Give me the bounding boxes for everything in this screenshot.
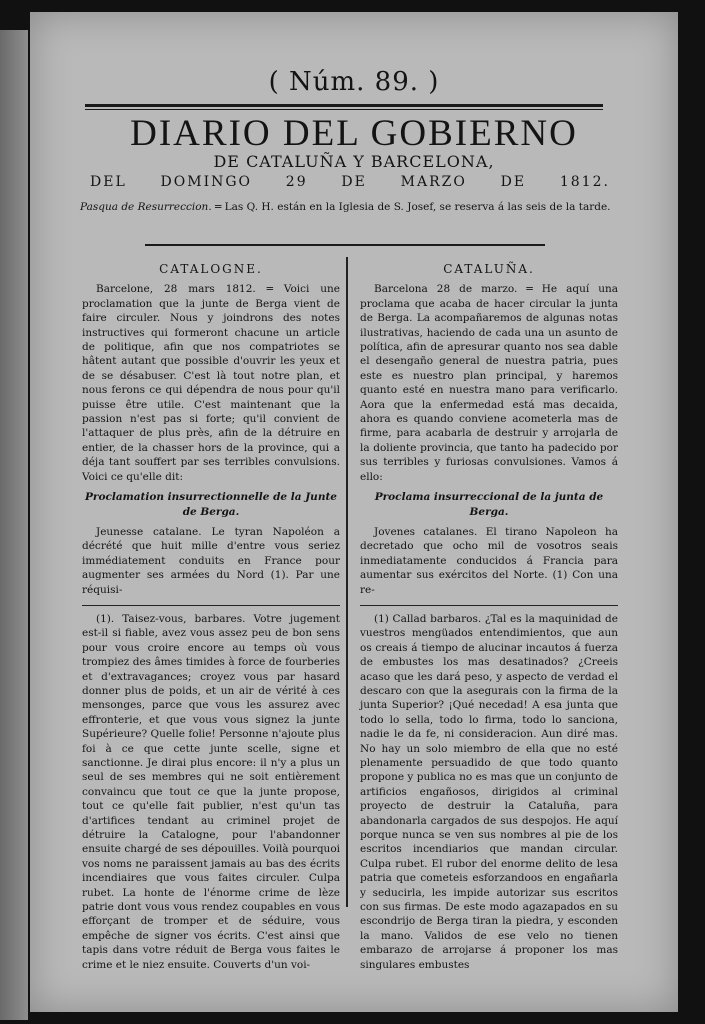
- newspaper-subtitle: DE CATALUÑA Y BARCELONA,: [213, 152, 495, 171]
- date-year: 1812.: [559, 174, 610, 190]
- notice-lead: Pasqua de Resurreccion.: [80, 201, 212, 213]
- spanish-intro-paragraph: Barcelona 28 de marzo. ═ He aquí una proclama que acaba de hacer circular la junta de Berga. La acompañaremos de algunas notas ilustrativas, haciendo de cada una un asunto de política, afin de apresurar quanto nos sea dable el desengaño general de nuestra patria, pues este es nuestro plan principal, y haremos quanto esté en nuestra mano para verificarlo. Aora que la enfermedad está mas decaida, ahora es quando conviene acometerla mas de firme, para acabarla de destruir y arrojarla de la doliente provincia, que tanto ha padecido por sus terribles y furiosas convulsiones. Vamos á ello:: [360, 283, 618, 483]
- issue-number: ( Núm. 89. ): [268, 67, 440, 97]
- spanish-column: [360, 262, 618, 972]
- french-column: [82, 262, 340, 972]
- newspaper-title: DIARIO DEL GOBIERNO: [130, 113, 578, 154]
- spanish-proclamation-title: Proclama insurreccional de la junta de Berga.: [374, 491, 604, 518]
- date-day: 29: [285, 174, 308, 190]
- section-separator: [145, 244, 545, 246]
- dateline: [90, 174, 610, 190]
- french-intro-paragraph: Barcelone, 28 mars 1812. ═ Voici une proclamation que la junte de Berga vient de faire circuler. Nous y joindrons des notes instructives qui formeront chacune un article de politique, afin que nos compatriotes se hâtent autant que possible d'ouvrir les yeux et de se désabuser. C'est là tout notre plan, et nous ferons ce qui dépendra de nous pour qu'il puisse être utile. C'est maintenant que la passion n'est pas si forte; qu'il convient de l'attaquer de plus près, afin de la détruire en entier, de la chasser hors de la province, qui a déja tant souffert par ses terribles convulsions. Voici ce qu'elle dit:: [82, 283, 340, 483]
- spanish-proclamation-paragraph: Jovenes catalanes. El tirano Napoleon ha decretado que ocho mil de vosotros seais inmediatamente conducidos á Francia para aumentar sus exércitos del Norte. (1) Con una re-: [360, 525, 618, 596]
- masthead-rule-top: [85, 104, 603, 107]
- date-weekday: DOMINGO: [160, 174, 253, 190]
- french-proclamation-title: Proclamation insurrectionnelle de la Junte de Berga.: [85, 491, 337, 518]
- footnote-rule: [360, 605, 618, 606]
- left-page-edge: [0, 30, 28, 1020]
- newspaper-page: [30, 12, 678, 1012]
- column-heading-spanish: CATALUÑA.: [443, 262, 535, 276]
- date-word: DE: [341, 174, 367, 190]
- column-heading-french: CATALOGNE.: [159, 262, 263, 276]
- spanish-footnote: (1) Callad barbaros. ¿Tal es la maquinidad de vuestros mengüados entendimientos, que aun os creais á tiempo de alucinar incautos á fuerza de embustes los mas desatinados? ¿Creeis acaso que les dará peso, y aspecto de verdad el descaro con que la asegurais con la firma de la junta Superior? ¡Qué necedad! A esa junta que todo lo sella, todo lo firma, todo lo sanciona, nadie le da fe, ni consideracion. Aun diré mas. No hay un solo miembro de ella que no esté plenamente persuadido de que todo quanto propone y publica no es mas que un conjunto de artificios engañosos, dirigidos al criminal proyecto de destruir la Cataluña, para abandonarla cargados de sus despojos. He aquí porque nunca se ven sus nombres al pie de los escritos incendiarios que mandan circular. Culpa rubet. El rubor del enorme delito de lesa patria que cometeis esforzandoos en engañarla y seducirla, les impide autorizar sus escritos con sus firmas. De este modo agazapados en su escondrijo de Berga tiran la piedra, y esconden la mano. Validos de ese velo no tienen embarazo de arrojarse á proponer los mas singulares embustes: [360, 612, 618, 971]
- french-proclamation-paragraph: Jeunesse catalane. Le tyran Napoléon a décrété que huit mille d'entre vous seriez immédiatement conduits en France pour augmenter ses armées du Nord (1). Par une réquisi-: [82, 525, 340, 596]
- column-divider: [346, 257, 348, 907]
- religious-notice: [80, 200, 635, 214]
- date-month: MARZO: [400, 174, 467, 190]
- french-footnote: (1). Taisez-vous, barbares. Votre jugement est-il si fiable, avez vous assez peu de bon sens pour vous croire encore au temps où vous trompiez des âmes timides à force de fourberies et d'extravagances; croyez vous par hasard donner plus de poids, et un air de vérité à ces mensonges, parce que vous les assurez avec effronterie, et que vous vous signez la junte Supérieure? Quelle folie! Personne n'ajoute plus foi à ce que cette junte scelle, signe et sanctionne. Je dirai plus encore: il n'y a plus un seul de ses membres qui ne soit entièrement convaincu que tout ce que la junte propose, tout ce qu'elle fait publier, n'est qu'un tas d'artifices tendant au criminel projet de détruire la Catalogne, pour l'abandonner ensuite chargé de ses dépouilles. Voilà pourquoi vos noms ne paraissent jamais au bas des écrits incendiaires que vous faites circuler. Culpa rubet. La honte de l'énorme crime de lèze patrie dont vous vous rendez coupables en vous efforçant de tromper et de séduire, vous empêche de signer vos écrits. C'est ainsi que tapis dans votre réduit de Berga vous faites le crime et le niez ensuite. Couverts d'un voi-: [82, 612, 340, 971]
- footnote-rule: [82, 605, 340, 606]
- date-word: DE: [500, 174, 527, 190]
- notice-text: ═ Las Q. H. están en la Iglesia de S. Josef, se reserva á las seis de la tarde.: [215, 201, 611, 213]
- date-word: DEL: [90, 174, 127, 190]
- masthead-rule-top-thin: [85, 109, 603, 110]
